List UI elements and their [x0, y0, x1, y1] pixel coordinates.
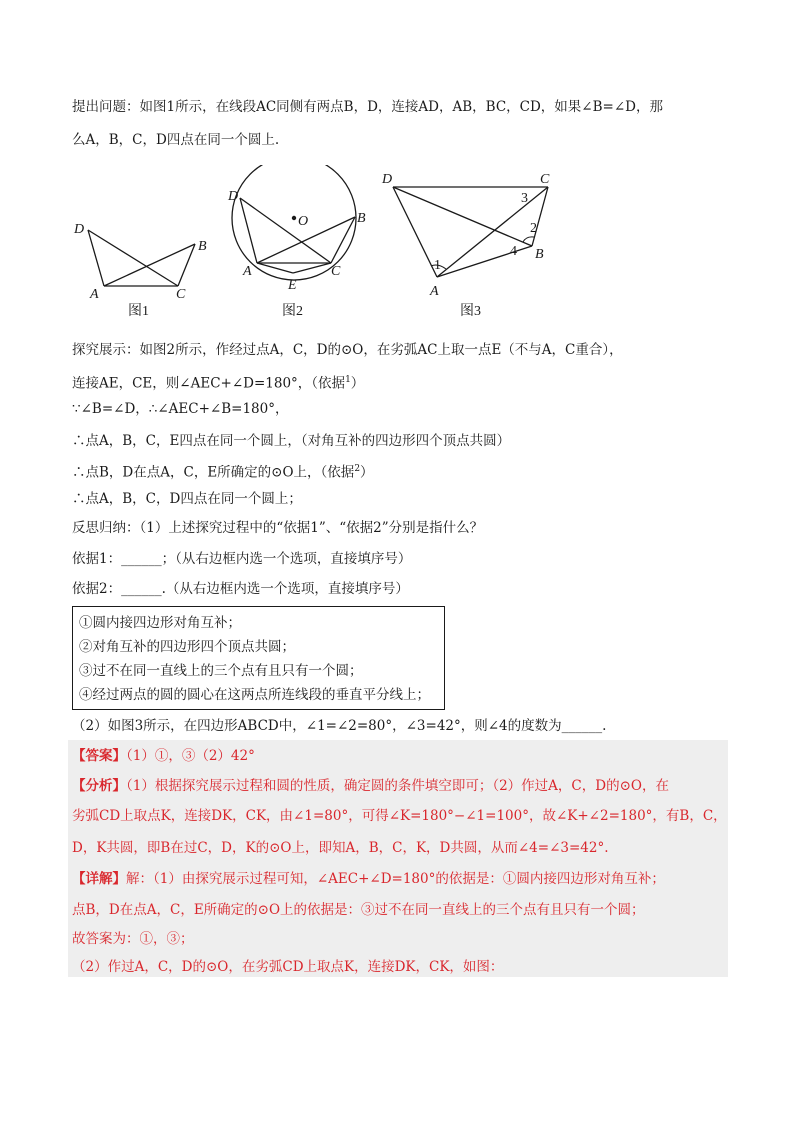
answer-text: （1）①，③（2）42° [126, 748, 255, 764]
options-box [72, 606, 445, 710]
fig1-label-a: A [90, 287, 99, 302]
fig2-label-o: O [298, 214, 309, 229]
fig3-caption: 图3 [460, 304, 481, 319]
fig2-label-a: A [243, 264, 252, 279]
basis-1-blank: 依据1：______；（从右边框内选一个选项，直接填序号） [72, 551, 412, 567]
detail-line-1 [72, 869, 665, 889]
explore-line-5-text: ∴点B，D在点A，C，E所确定的⊙O上，（依据 [72, 464, 355, 481]
explore-line-4: ∴点A，B，C，E四点在同一个圆上，（对角互补的四边形四个顶点共圆） [72, 433, 511, 449]
figure-3 [381, 172, 550, 319]
fig2-label-e: E [288, 278, 297, 293]
fig1-label-b: B [198, 239, 207, 254]
fig3-label-c: C [540, 172, 550, 187]
figure-2 [227, 165, 366, 319]
fig3-label-a: A [430, 284, 439, 299]
intro-line-1: 提出问题：如图1所示，在线段AC同侧有两点B，D，连接AD，AB，BC，CD，如果∠B=∠D，那 [72, 99, 663, 115]
analysis-tag: 【分析】 [72, 778, 126, 794]
fig2-label-d: D [228, 189, 239, 204]
explore-line-6: ∴点A，B，C，D四点在同一个圆上； [72, 491, 302, 507]
detail-line-3: 故答案为：①，③； [72, 931, 194, 947]
option-3: ③过不在同一直线上的三个点有且只有一个圆； [79, 663, 363, 679]
detail-line-4: （2）作过A，C，D的⊙O，在劣弧CD上取点K，连接DK，CK，如图： [72, 959, 504, 975]
reflect-question-1: 反思归纳：（1）上述探究过程中的“依据1”、“依据2”分别是指什么？ [72, 520, 484, 536]
fig2-label-c: C [331, 264, 341, 279]
explore-line-5 [72, 459, 374, 483]
explore-line-3: ∵∠B=∠D，∴∠AEC+∠B=180°， [72, 401, 289, 417]
fig3-angle-4: 4 [510, 244, 517, 259]
answer-tag: 【答案】 [72, 748, 126, 764]
question-2: （2）如图3所示，在四边形ABCD中，∠1=∠2=80°，∠3=42°，则∠4的度数为______. [72, 718, 607, 734]
explore-line-2-close: ） [350, 375, 365, 392]
option-2: ②对角互补的四边形四个顶点共圆； [79, 639, 295, 655]
detail-line-2: 点B，D在点A，C，E所确定的⊙O上的依据是：③过不在同一直线上的三个点有且只有一个圆； [72, 902, 645, 918]
basis-2-blank: 依据2：______.（从右边框内选一个选项，直接填序号） [72, 581, 409, 597]
fig3-label-d: D [382, 172, 393, 187]
geometry-figures [60, 165, 580, 325]
basis-1-superscript: 1 [345, 375, 351, 385]
fig3-angle-2: 2 [530, 221, 537, 236]
detail-tag: 【详解】 [72, 871, 126, 887]
option-4: ④经过两点的圆的圆心在这两点所连线段的垂直平分线上； [79, 687, 430, 703]
explore-line-1: 探究展示：如图2所示，作经过点A，C，D的⊙O，在劣弧AC上取一点E（不与A，C重合）， [72, 342, 623, 358]
explore-line-5-close: ） [360, 464, 374, 481]
fig3-angle-1: 1 [434, 258, 441, 273]
answer-line [72, 746, 255, 766]
basis-2-superscript: 2 [354, 464, 361, 474]
analysis-line-3: D，K共圆，即B在过C，D，K的⊙O上，即知A，B，C，K，D共圆，从而∠4=∠3=42°. [72, 840, 609, 856]
figure-1 [73, 222, 207, 319]
option-1: ①圆内接四边形对角互补； [79, 615, 241, 631]
explore-line-2-text: 连接AE，CE，则∠AEC+∠D=180°，（依据 [72, 375, 346, 392]
analysis-text-1: （1）根据探究展示过程和圆的性质，确定圆的条件填空即可；（2）作过A，C，D的⊙O，在 [126, 778, 669, 794]
explore-line-2 [72, 370, 364, 394]
fig2-caption: 图2 [282, 304, 303, 319]
analysis-line-2: 劣弧CD上取点K，连接DK，CK，由∠1=80°，可得∠K=180°−∠1=100°，故∠K+∠2=180°，有B，C， [72, 808, 727, 824]
fig3-label-b: B [535, 247, 544, 262]
fig1-caption: 图1 [128, 304, 149, 319]
fig1-label-d: D [74, 222, 85, 237]
fig2-label-b: B [357, 211, 366, 226]
fig3-angle-3: 3 [521, 191, 528, 206]
detail-text-1: 解：（1）由探究展示过程可知，∠AEC+∠D=180°的依据是：①圆内接四边形对角互补； [126, 871, 665, 887]
fig1-label-c: C [176, 287, 186, 302]
intro-line-2: 么A，B，C，D四点在同一个圆上. [72, 132, 280, 148]
analysis-line-1 [72, 776, 669, 796]
